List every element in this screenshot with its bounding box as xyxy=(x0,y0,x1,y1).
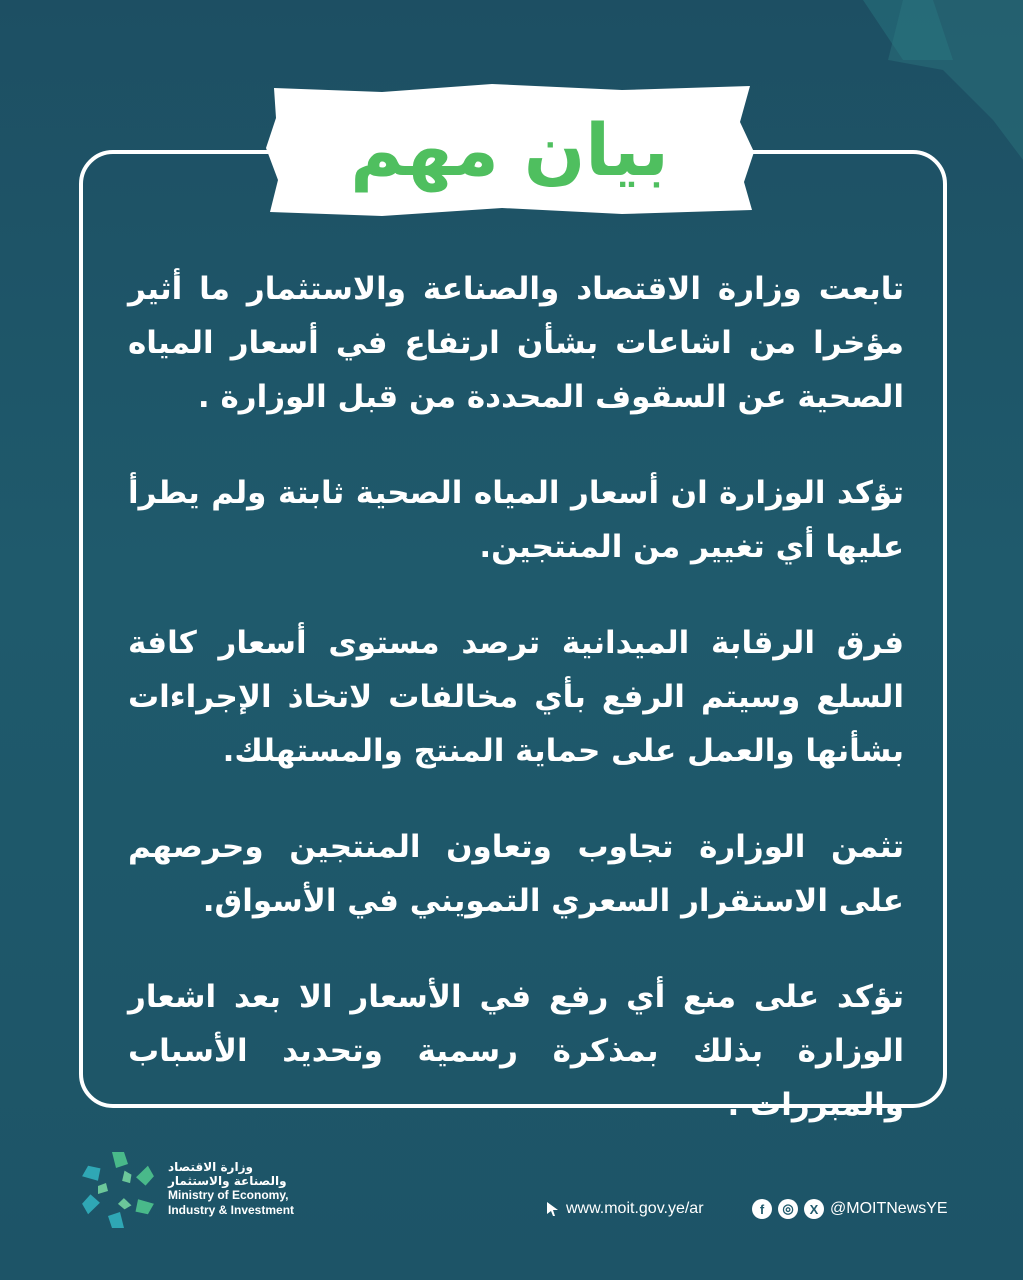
statement-body xyxy=(128,262,904,1174)
ministry-name xyxy=(168,1160,338,1218)
website-url[interactable]: www.moit.gov.ye/ar xyxy=(566,1200,704,1217)
website-link[interactable] xyxy=(546,1200,704,1218)
facebook-icon[interactable]: f xyxy=(752,1199,772,1219)
instagram-icon[interactable]: ◎ xyxy=(778,1199,798,1219)
ministry-name-en-line2: Industry & Investment xyxy=(168,1203,295,1217)
cursor-icon xyxy=(546,1201,560,1217)
ministry-logo-icon xyxy=(76,1148,160,1232)
statement-paragraph-2: تؤكد الوزارة ان أسعار المياه الصحية ثابتة ولم يطرأ عليها أي تغيير من المنتجين. xyxy=(128,475,904,565)
ministry-name-en-line1: Ministry of Economy, xyxy=(168,1188,289,1202)
statement-paragraph-5: تؤكد على منع أي رفع في الأسعار الا بعد اشعار الوزارة بذلك بمذكرة رسمية وتحديد الأسباب والمبررات . xyxy=(128,979,904,1123)
statement-paragraph-1: تابعت وزارة الاقتصاد والصناعة والاستثمار ما أثير مؤخرا من اشاعات بشأن ارتفاع في أسعار المياه الصحية عن السقوف المحددة من قبل الوزارة . xyxy=(128,271,904,415)
statement-paragraph-4: تثمن الوزارة تجاوب وتعاون المنتجين وحرصهم على الاستقرار السعري التمويني في الأسواق. xyxy=(128,829,904,919)
title-banner xyxy=(262,82,757,218)
social-handle[interactable]: @MOITNewsYE xyxy=(830,1200,948,1217)
ministry-name-ar-line2: والصناعة والاستثمار xyxy=(168,1174,287,1188)
ministry-name-ar-line1: وزارة الاقتصاد xyxy=(168,1160,253,1174)
x-icon[interactable]: X xyxy=(804,1199,824,1219)
decorative-chevron-shape xyxy=(843,0,1023,160)
statement-paragraph-3: فرق الرقابة الميدانية ترصد مستوى أسعار كافة السلع وسيتم الرفع بأي مخالفات لاتخاذ الإجراءات بشأنها والعمل على حماية المنتج والمستهلك. xyxy=(128,625,904,769)
page-title: بيان مهم xyxy=(350,108,669,192)
social-links xyxy=(752,1199,948,1219)
